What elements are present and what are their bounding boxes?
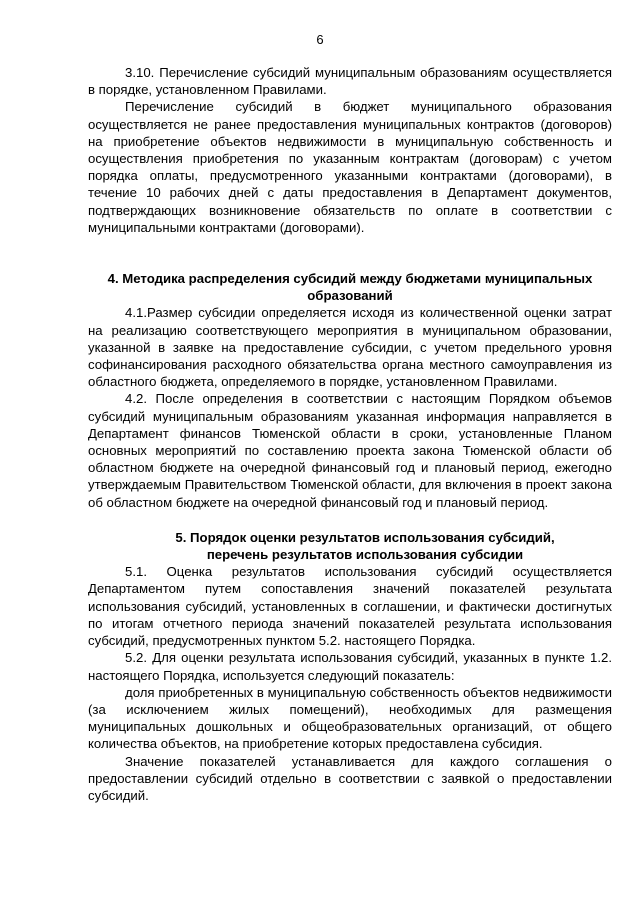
section-5-heading-line2: перечень результатов использования субсидии (206, 547, 524, 563)
document-body (88, 64, 612, 804)
paragraph-4-1: 4.1.Размер субсидии определяется исходя из количественной оценки затрат на реализацию соответствующего мероприятия в муниципальном образовании, указанной в заявке на предоставление субсидии, с учетом предельного уровня софинансирования расходного обязательства органа местного самоуправления из областного бюджета, определяемого в порядке, установленном Правилами. (88, 305, 612, 390)
paragraph-5-2: 5.2. Для оценки результата использования субсидий, указанных в пункте 1.2. настоящего Порядка, используется следующий показатель: (88, 650, 612, 683)
paragraph-transfer-conditions: Перечисление субсидий в бюджет муниципального образования осуществляется не ранее предоставления муниципальных контрактов (договоров) на приобретение объектов недвижимости в муниципальную собственность и осуществления приобретения по указанным контрактам (договорам) с учетом порядка оплаты, предусмотренного указанными контрактами (договорами), в течение 10 рабочих дней с даты предоставления в Департамент документов, подтверждающих возникновение обязательств по оплате в соответствии с муниципальными контрактами (договорами). (88, 99, 612, 235)
paragraph-3-10: 3.10. Перечисление субсидий муниципальным образованиям осуществляется в порядке, установленном Правилами. (88, 65, 612, 98)
paragraph-5-1: 5.1. Оценка результатов использования субсидий осуществляется Департаментом путем сопоставления значений показателей результата использования субсидий, установленных в соглашении, и фактически достигнутых по итогам отчетного периода значений показателей результата использования субсидий, предусмотренных пунктом 5.2. настоящего Порядка. (88, 564, 612, 649)
paragraph-indicator: доля приобретенных в муниципальную собственность объектов недвижимости (за исключением жилых помещений), необходимых для размещения муниципальных дошкольных и общеобразовательных организаций, от общего количества объектов, на приобретение которых предоставлена субсидия. (88, 684, 612, 752)
page-number: 6 (316, 32, 324, 47)
section-4-heading-line2: образований (307, 288, 393, 304)
section-4-heading-line1: 4. Методика распределения субсидий между бюджетами муниципальных (107, 271, 593, 287)
section-5-heading (88, 529, 612, 563)
section-5-heading-line1: 5. Порядок оценки результатов использования субсидий, (175, 529, 555, 545)
section-4-heading (88, 270, 612, 304)
paragraph-4-2: 4.2. После определения в соответствии с настоящим Порядком объемов субсидий муниципальным образованиям указанная информация направляется в Департамент финансов Тюменской области в сроки, установленные Планом основных мероприятий по составлению проекта закона Тюменской области об областном бюджете на очередной финансовый год и плановый период, ежегодно утверждаемым Правительством Тюменской области, для включения в проект закона об областном бюджете на очередной финансовый год и плановый период. (88, 391, 612, 510)
paragraph-indicator-values: Значение показателей устанавливается для каждого соглашения о предоставлении субсидий отдельно в соответствии с заявкой о предоставлении субсидий. (88, 753, 612, 803)
